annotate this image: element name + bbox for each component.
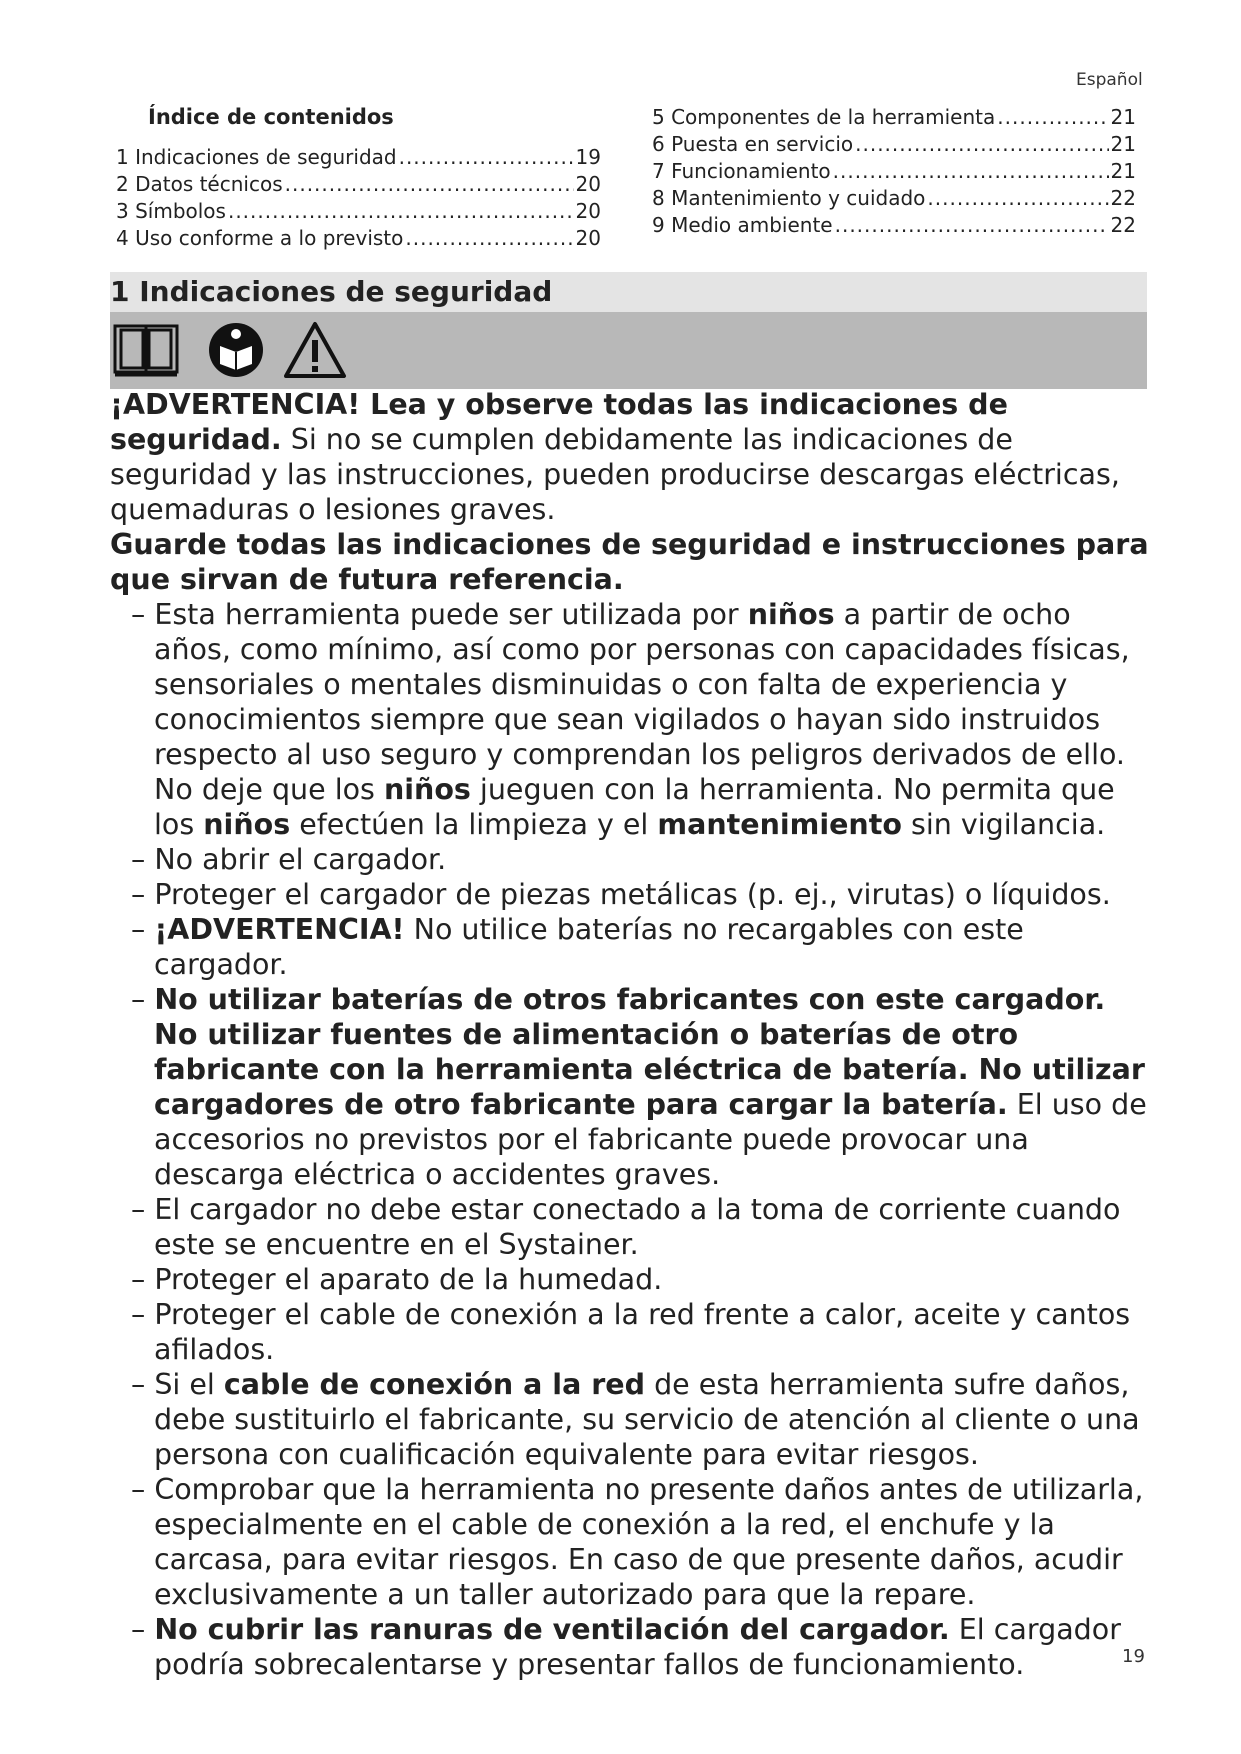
toc-entry-label: 1 Indicaciones de seguridad: [116, 145, 397, 169]
toc-entry-label: 4 Uso conforme a lo previsto: [116, 226, 404, 250]
toc-leader: [833, 158, 1109, 185]
keep-bold: Guarde todas las indicaciones de seguridad e instrucciones para que sirvan de futura referencia.: [110, 528, 1149, 596]
list-item: – Proteger el cable de conexión a la red frente a calor, aceite y cantos afilados.: [110, 1297, 1150, 1367]
list-item: – ¡ADVERTENCIA! No utilice baterías no recargables con este cargador.: [110, 912, 1150, 982]
read-manual-icon: [206, 320, 266, 380]
toc-entry-page: 20: [575, 199, 601, 223]
toc-entry-page: 19: [575, 145, 601, 169]
list-item: – No cubrir las ranuras de ventilación del cargador. El cargador podría sobrecalentarse y presentar fallos de funcionamiento.: [110, 1612, 1150, 1682]
list-item: – No abrir el cargador.: [110, 842, 1150, 877]
warning-text: Si no se cumplen debidamente las indicaciones de seguridad y las instrucciones, pueden producirse descargas eléctricas, quemaduras o lesiones graves.: [110, 423, 1120, 526]
toc-leader: [285, 171, 574, 198]
toc-entry[interactable]: [652, 104, 1136, 131]
toc-entry[interactable]: [116, 225, 601, 252]
toc-leader: [835, 212, 1109, 239]
toc-leader: [405, 225, 573, 252]
toc-leader: [997, 104, 1108, 131]
toc-title: Índice de contenidos: [148, 105, 394, 129]
list-item: – Proteger el aparato de la humedad.: [110, 1262, 1150, 1297]
toc-entry-label: 3 Símbolos: [116, 199, 226, 223]
section-heading: [110, 272, 1147, 312]
list-item: – Comprobar que la herramienta no presente daños antes de utilizarla, especialmente en el cable de conexión a la red, el enchufe y la carcasa, para evitar riesgos. En caso de que presente daños, acudir exclusivamente a un taller autorizado para que la repare.: [110, 1472, 1150, 1612]
toc-leader: [228, 198, 574, 225]
safety-text: [110, 387, 1150, 1682]
toc-entry[interactable]: [116, 171, 601, 198]
toc-entry-page: 21: [1110, 105, 1136, 129]
list-item: – Esta herramienta puede ser utilizada por niños a partir de ocho años, como mínimo, así como por personas con capacidades físicas, sensoriales o mentales disminuidas o con falta de experiencia y conocimientos siempre que sean vigilados o hayan sido instruidos respecto al uso seguro y comprendan los peligros derivados de ello. No deje que los niños jueguen con la herramienta. No permita que los niños efectúen la limpieza y el mantenimiento sin vigilancia.: [110, 597, 1150, 842]
manual-icon: [112, 320, 180, 380]
list-item: – Si el cable de conexión a la red de esta herramienta sufre daños, debe sustituirlo el fabricante, su servicio de atención al cliente o una persona con cualificación equivalente para evitar riesgos.: [110, 1367, 1150, 1472]
toc-entry-label: 9 Medio ambiente: [652, 213, 833, 237]
toc-entry-label: 6 Puesta en servicio: [652, 132, 854, 156]
section-title: 1 Indicaciones de seguridad: [110, 275, 553, 308]
toc-entry-page: 21: [1110, 159, 1136, 183]
toc-entry[interactable]: [116, 198, 601, 225]
warning-icon: [282, 320, 348, 380]
toc-entry[interactable]: [652, 158, 1136, 185]
toc-leader: [399, 144, 574, 171]
warning-bold: ¡ADVERTENCIA! Lea y observe todas las indicaciones de seguridad.: [110, 388, 1008, 456]
toc-left-column: [116, 144, 601, 252]
keep-instructions: [110, 527, 1150, 597]
page-number: 19: [1122, 1646, 1145, 1667]
toc-entry-label: 8 Mantenimiento y cuidado: [652, 186, 926, 210]
toc-right-column: [652, 104, 1136, 239]
toc-entry-page: 22: [1110, 213, 1136, 237]
toc-leader: [927, 185, 1108, 212]
toc-entry-page: 22: [1110, 186, 1136, 210]
toc-entry-page: 20: [575, 226, 601, 250]
toc-entry-label: 7 Funcionamiento: [652, 159, 831, 183]
list-item: – El cargador no debe estar conectado a la toma de corriente cuando este se encuentre en el Systainer.: [110, 1192, 1150, 1262]
toc-entry-page: 20: [575, 172, 601, 196]
list-item: – Proteger el cargador de piezas metálicas (p. ej., virutas) o líquidos.: [110, 877, 1150, 912]
toc-leader: [855, 131, 1108, 158]
toc-entry[interactable]: [652, 131, 1136, 158]
toc-entry[interactable]: [652, 212, 1136, 239]
toc-entry[interactable]: [652, 185, 1136, 212]
toc-entry-label: 5 Componentes de la herramienta: [652, 105, 996, 129]
toc-entry[interactable]: [116, 144, 601, 171]
language-label: Español: [1076, 70, 1143, 90]
safety-icon-bar: [110, 312, 1147, 389]
toc-entry-label: 2 Datos técnicos: [116, 172, 283, 196]
warning-paragraph: [110, 387, 1150, 527]
list-item: – No utilizar baterías de otros fabricantes con este cargador. No utilizar fuentes de alimentación o baterías de otro fabricante con la herramienta eléctrica de batería. No utilizar cargadores de otro fabricante para cargar la batería. El uso de accesorios no previstos por el fabricante puede provocar una descarga eléctrica o accidentes graves.: [110, 982, 1150, 1192]
toc-entry-page: 21: [1110, 132, 1136, 156]
